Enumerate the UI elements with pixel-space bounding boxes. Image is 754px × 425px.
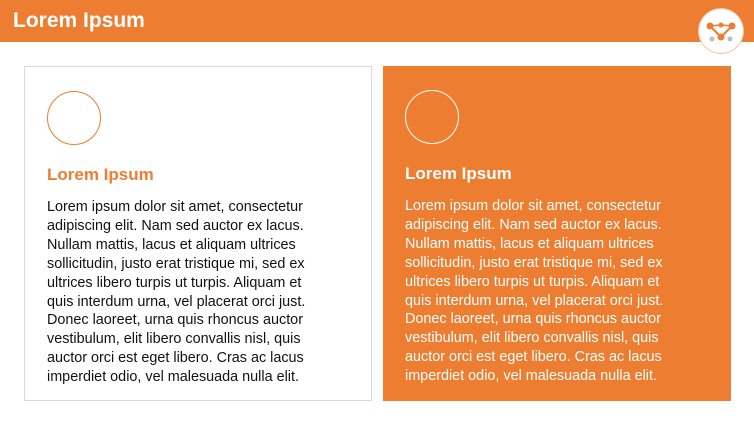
card-body	[405, 197, 711, 386]
card-right	[383, 66, 731, 401]
network-nodes-icon	[699, 9, 743, 53]
card-body-line: ultrices libero turpis ut turpis. Aliquam et	[405, 273, 660, 290]
card-body-line: quis interdum urna, vel placerat orci just.	[47, 293, 306, 310]
circle-outline-icon	[47, 91, 101, 145]
card-title: Lorem Ipsum	[405, 164, 512, 183]
page-title: Lorem Ipsum	[13, 9, 145, 32]
card-body-line: adipiscing elit. Nam sed auctor ex lacus.	[47, 217, 304, 234]
card-body-line: Lorem ipsum dolor sit amet, consectetur	[47, 199, 303, 215]
card-body	[47, 198, 353, 387]
circle-outline-icon	[405, 90, 459, 144]
card-title: Lorem Ipsum	[47, 165, 154, 184]
card-body-line: ultrices libero turpis ut turpis. Aliquam et	[47, 274, 302, 291]
card-left	[24, 66, 372, 401]
card-body-line: vestibulum, elit libero convallis nisl, quis	[405, 330, 659, 347]
card-body-line: vestibulum, elit libero convallis nisl, quis	[47, 331, 301, 348]
card-body-line: Donec laoreet, urna quis rhoncus auctor	[405, 311, 661, 328]
card-body-line: auctor orci est eget libero. Cras ac lacus	[405, 349, 662, 366]
card-body-line: quis interdum urna, vel placerat orci just.	[405, 292, 664, 309]
card-body-line: imperdiet odio, vel malesuada nulla elit.	[47, 369, 299, 386]
card-body-line: auctor orci est eget libero. Cras ac lacus	[47, 350, 304, 367]
card-body-line: sollicitudin, justo erat tristique mi, sed ex	[47, 255, 305, 272]
network-nodes-icon-graphic	[699, 9, 743, 53]
card-body-line: imperdiet odio, vel malesuada nulla elit.	[405, 368, 657, 385]
card-body-line: Nullam mattis, lacus et aliquam ultrices	[47, 236, 296, 253]
card-body-line: Lorem ipsum dolor sit amet, consectetur	[405, 198, 661, 214]
card-body-line: Donec laoreet, urna quis rhoncus auctor	[47, 312, 303, 329]
card-body-line: adipiscing elit. Nam sed auctor ex lacus.	[405, 216, 662, 233]
card-body-line: Nullam mattis, lacus et aliquam ultrices	[405, 235, 654, 252]
header-bar	[0, 0, 754, 42]
card-body-line: sollicitudin, justo erat tristique mi, sed ex	[405, 254, 663, 271]
